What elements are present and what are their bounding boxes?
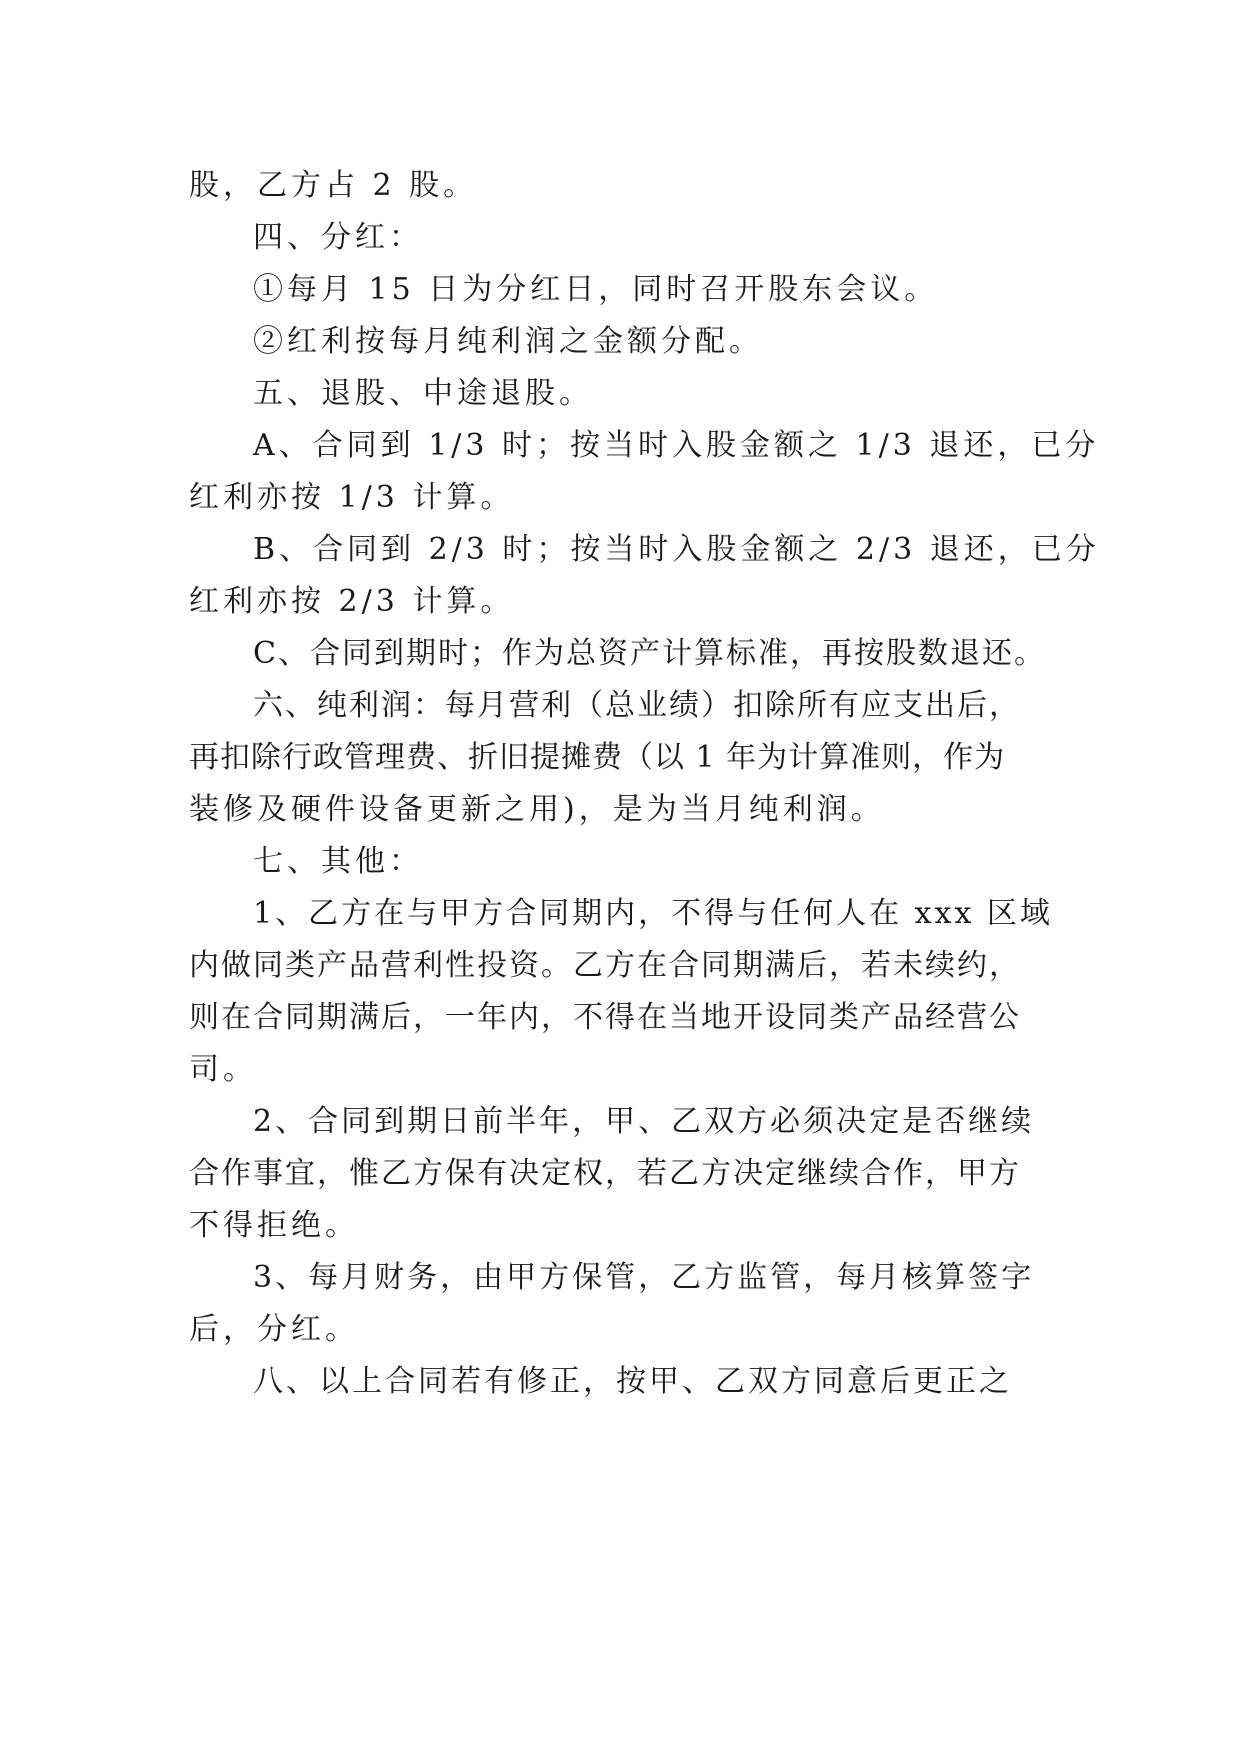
text-line: 合作事宜，惟乙方保有决定权，若乙方决定继续合作，甲方 — [189, 1156, 1021, 1191]
section-heading: 七、其他： — [253, 844, 423, 879]
text-line: 红利亦按 1/3 计算。 — [189, 480, 515, 515]
section-heading: 八、以上合同若有修正，按甲、乙双方同意后更正之 — [253, 1364, 1012, 1399]
section-heading: 四、分红： — [253, 220, 423, 255]
text-line: 内做同类产品营利性投资。乙方在合同期满后，若未续约， — [189, 948, 1021, 983]
text-line: ②红利按每月纯利润之金额分配。 — [253, 324, 763, 359]
text-line: 不得拒绝。 — [189, 1208, 359, 1243]
section-heading: 六、纯利润：每月营利（总业绩）扣除所有应支出后， — [253, 688, 1021, 723]
text-line: 1、乙方在与甲方合同期内，不得与任何人在 xxx 区域 — [253, 896, 1053, 931]
text-line: C、合同到期时；作为总资产计算标准，再按股数退还。 — [253, 636, 1046, 671]
text-line: 2、合同到期日前半年，甲、乙双方必须决定是否继续 — [253, 1104, 1035, 1139]
text-line: 红利亦按 2/3 计算。 — [189, 584, 515, 619]
text-line: 司。 — [189, 1052, 257, 1087]
text-line: B、合同到 2/3 时；按当时入股金额之 2/3 退还，已分 — [253, 532, 1100, 567]
text-line: 则在合同期满后，一年内，不得在当地开设同类产品经营公 — [189, 1000, 1021, 1035]
text-line: 再扣除行政管理费、折旧提摊费（以 1 年为计算准则，作为 — [189, 740, 1006, 775]
text-line: 3、每月财务，由甲方保管，乙方监管，每月核算签字 — [253, 1260, 1035, 1295]
text-line: 装修及硬件设备更新之用)，是为当月纯利润。 — [189, 792, 885, 827]
text-line: 后，分红。 — [189, 1312, 359, 1347]
text-line: A、合同到 1/3 时；按当时入股金额之 1/3 退还，已分 — [253, 428, 1100, 463]
section-heading: 五、退股、中途退股。 — [253, 376, 593, 411]
text-line: 股，乙方占 2 股。 — [189, 168, 478, 203]
text-line: ①每月 15 日为分红日，同时召开股东会议。 — [253, 272, 939, 307]
